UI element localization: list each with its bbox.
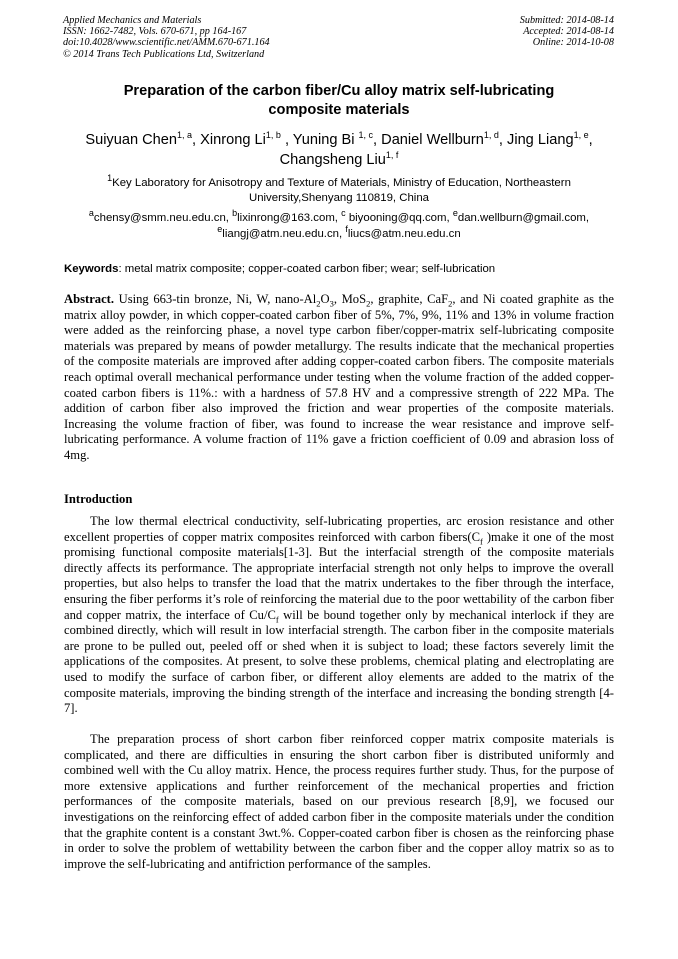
email-mark: a <box>88 208 94 219</box>
email-mark: b <box>232 208 238 219</box>
introduction-paragraph-2: The preparation process of short carbon fiber reinforced copper matrix composite materials is complicated, and there are difficulties in ensuring the short carbon fiber is distributed uniformly and combined well with the Cu alloy matrix. Hence, the process requires further study. Thus, for the purpose of more extensive applications and further reinforcement of the mechanical properties and friction performances of the composite materials, based on our previous research [8,9], we focused our investigations on the reinforcing effect of added carbon fiber in the composite materials under the condition that the graphite content is a constant 3wt.%. Copper-coated carbon fiber is chosen as the reinforcing phase in order to solve the problem of wettability between the carbon fiber and the copper alloy matrix so as to improve the self-lubricating and antifriction performance of the samples. <box>64 732 614 871</box>
subscript: 2 <box>366 298 371 309</box>
accepted-date: Accepted: 2014-08-14 <box>523 26 614 38</box>
author-name: Xinrong Li <box>200 132 266 148</box>
email-line-1 <box>40 208 638 227</box>
paper-title <box>40 82 638 120</box>
paragraph-text: The low thermal electrical conductivity, self-lubricating properties, arc erosion resistance and other excellent properties of copper matrix composites reinforced with carbon fibers(C <box>64 514 614 544</box>
author-affiliation-mark: 1, c <box>358 130 374 141</box>
title-line-2: composite materials <box>268 102 410 118</box>
paragraph-text: will be bound together only by mechanical interlock if they are combined directly, which will result in low interfacial strength. The carbon fiber in the composite materials are prone to be pulled out, peeled off or shed when it is subject to load; these factors severely limit the applications of the composites. At present, to solve these problems, chemical plating and electroplating are used to modify the surface of carbon fiber, or different alloy elements are added to the matrix of the composite materials, improving the binding strength of the interface and increasing the bonding strength [4-7]. <box>64 607 615 716</box>
author-line-1 <box>30 130 648 150</box>
author-line-2 <box>30 150 648 170</box>
keywords <box>64 262 624 277</box>
online-date: Online: 2014-10-08 <box>532 37 614 49</box>
author-separator: , <box>373 132 382 148</box>
author-name: Daniel Wellburn <box>381 132 484 148</box>
publication-dates <box>520 15 614 49</box>
email-mark: f <box>345 223 348 234</box>
author-separator: , <box>588 132 593 148</box>
keywords-text: : metal matrix composite; copper-coated carbon fiber; wear; self-lubrication <box>118 263 496 275</box>
author-separator: , <box>280 132 293 148</box>
abstract-text: , and Ni coated graphite as the matrix alloy powder, in which copper-coated carbon fiber of 5%, 7%, 9%, 11% and 13% in volume fraction were added as the reinforcing phase, a novel type carbon fiber/copper-matrix self-lubricating composite materials was prepared by means of powder metallurgy. The results indicate that the mechanical properties of the composite materials are improved after adding copper-coated carbon fibers. The composite materials reach optimal overall mechanical performance under testing when the volume fraction of the added copper-coated carbon fibers is 11%.: with a hardness of 57.8 HV and a compressive strength of 222 MPa. The addition of carbon fiber also improved the friction and wear properties of the composite materials. Increasing the volume fraction of fiber, was found to increase the wear resistance and improve self-lubricating performance. A volume fraction of 11% gave a friction coefficient of 0.09 and abrasion loss of 4mg. <box>64 292 614 462</box>
email-mark: e <box>217 223 223 234</box>
abstract-label: Abstract. <box>64 292 115 306</box>
email-address: chensy@smm.neu.edu.cn, <box>93 212 233 224</box>
abstract-text: , MoS <box>333 292 367 306</box>
author-affiliation-mark: 1, a <box>177 130 193 141</box>
introduction-heading: Introduction <box>64 492 133 506</box>
email-mark: e <box>452 208 458 219</box>
author-name: Jing Liang <box>507 132 574 148</box>
subscript: 3 <box>329 298 334 309</box>
affiliation-line-2: University,Shenyang 110819, China <box>248 192 430 204</box>
author-name: Yuning Bi <box>292 132 359 148</box>
author-affiliation-mark: 1, d <box>483 130 499 141</box>
abstract-text: Using 663-tin bronze, Ni, W, nano-Al <box>114 292 317 306</box>
paragraph-text: )make it one of the most promising functional composite materials[1-3]. But the interfacial strength of the composite materials directly affects its performance. The appropriate interfacial strength not only helps to improve the overall properties, but also helps to transfer the load that the matrix undertakes to the fiber through the interface, ensuring the fiber performs it’s role of reinforcing the material due to the poor wettability of the carbon fiber and copper matrix, the interface of Cu/C <box>64 529 614 622</box>
author-emails <box>40 208 638 242</box>
author-affiliation-mark: 1, e <box>573 130 589 141</box>
author-list <box>30 130 648 170</box>
email-address: liucs@atm.neu.edu.cn <box>347 227 461 240</box>
email-address: dan.wellburn@gmail.com, <box>457 212 590 224</box>
journal-info <box>63 15 270 60</box>
author-name: Suiyuan Chen <box>85 132 178 148</box>
journal-name: Applied Mechanics and Materials <box>63 15 202 26</box>
subscript: 2 <box>448 298 453 309</box>
email-mark: c <box>341 208 346 219</box>
author-affiliation-mark: 1, f <box>385 150 399 161</box>
author-affiliation-mark: 1, b <box>265 130 281 141</box>
affiliation-mark: 1 <box>107 173 113 184</box>
email-address: liangj@atm.neu.edu.cn, <box>222 227 346 240</box>
journal-copyright: © 2014 Trans Tech Publications Ltd, Switzerland <box>63 48 265 60</box>
title-line-1: Preparation of the carbon fiber/Cu alloy matrix self-lubricating <box>123 83 555 99</box>
keywords-label: Keywords <box>64 263 119 275</box>
journal-doi: doi:10.4028/www.scientific.net/AMM.670-671.164 <box>63 37 270 49</box>
author-name: Changsheng Liu <box>279 152 386 168</box>
introduction-paragraph-1 <box>64 514 614 717</box>
journal-issn: ISSN: 1662-7482, Vols. 670-671, pp 164-167 <box>63 26 247 38</box>
submitted-date: Submitted: 2014-08-14 <box>519 15 614 26</box>
abstract-text: , graphite, CaF <box>370 292 449 306</box>
abstract <box>64 292 614 464</box>
email-address: biyooning@qq.com, <box>345 212 453 224</box>
affiliation-line-1 <box>50 173 628 191</box>
subscript: f <box>479 536 483 547</box>
email-address: lixinrong@163.com, <box>237 212 342 224</box>
author-separator: , <box>498 132 508 148</box>
abstract-text: O <box>320 292 330 306</box>
subscript: f <box>275 614 279 625</box>
subscript: 2 <box>316 298 321 309</box>
affiliation-text: Key Laboratory for Anisotropy and Texture of Materials, Ministry of Education, Northeastern <box>112 177 571 189</box>
email-line-2 <box>40 223 638 243</box>
author-separator: , <box>192 132 201 148</box>
affiliation <box>50 173 628 206</box>
